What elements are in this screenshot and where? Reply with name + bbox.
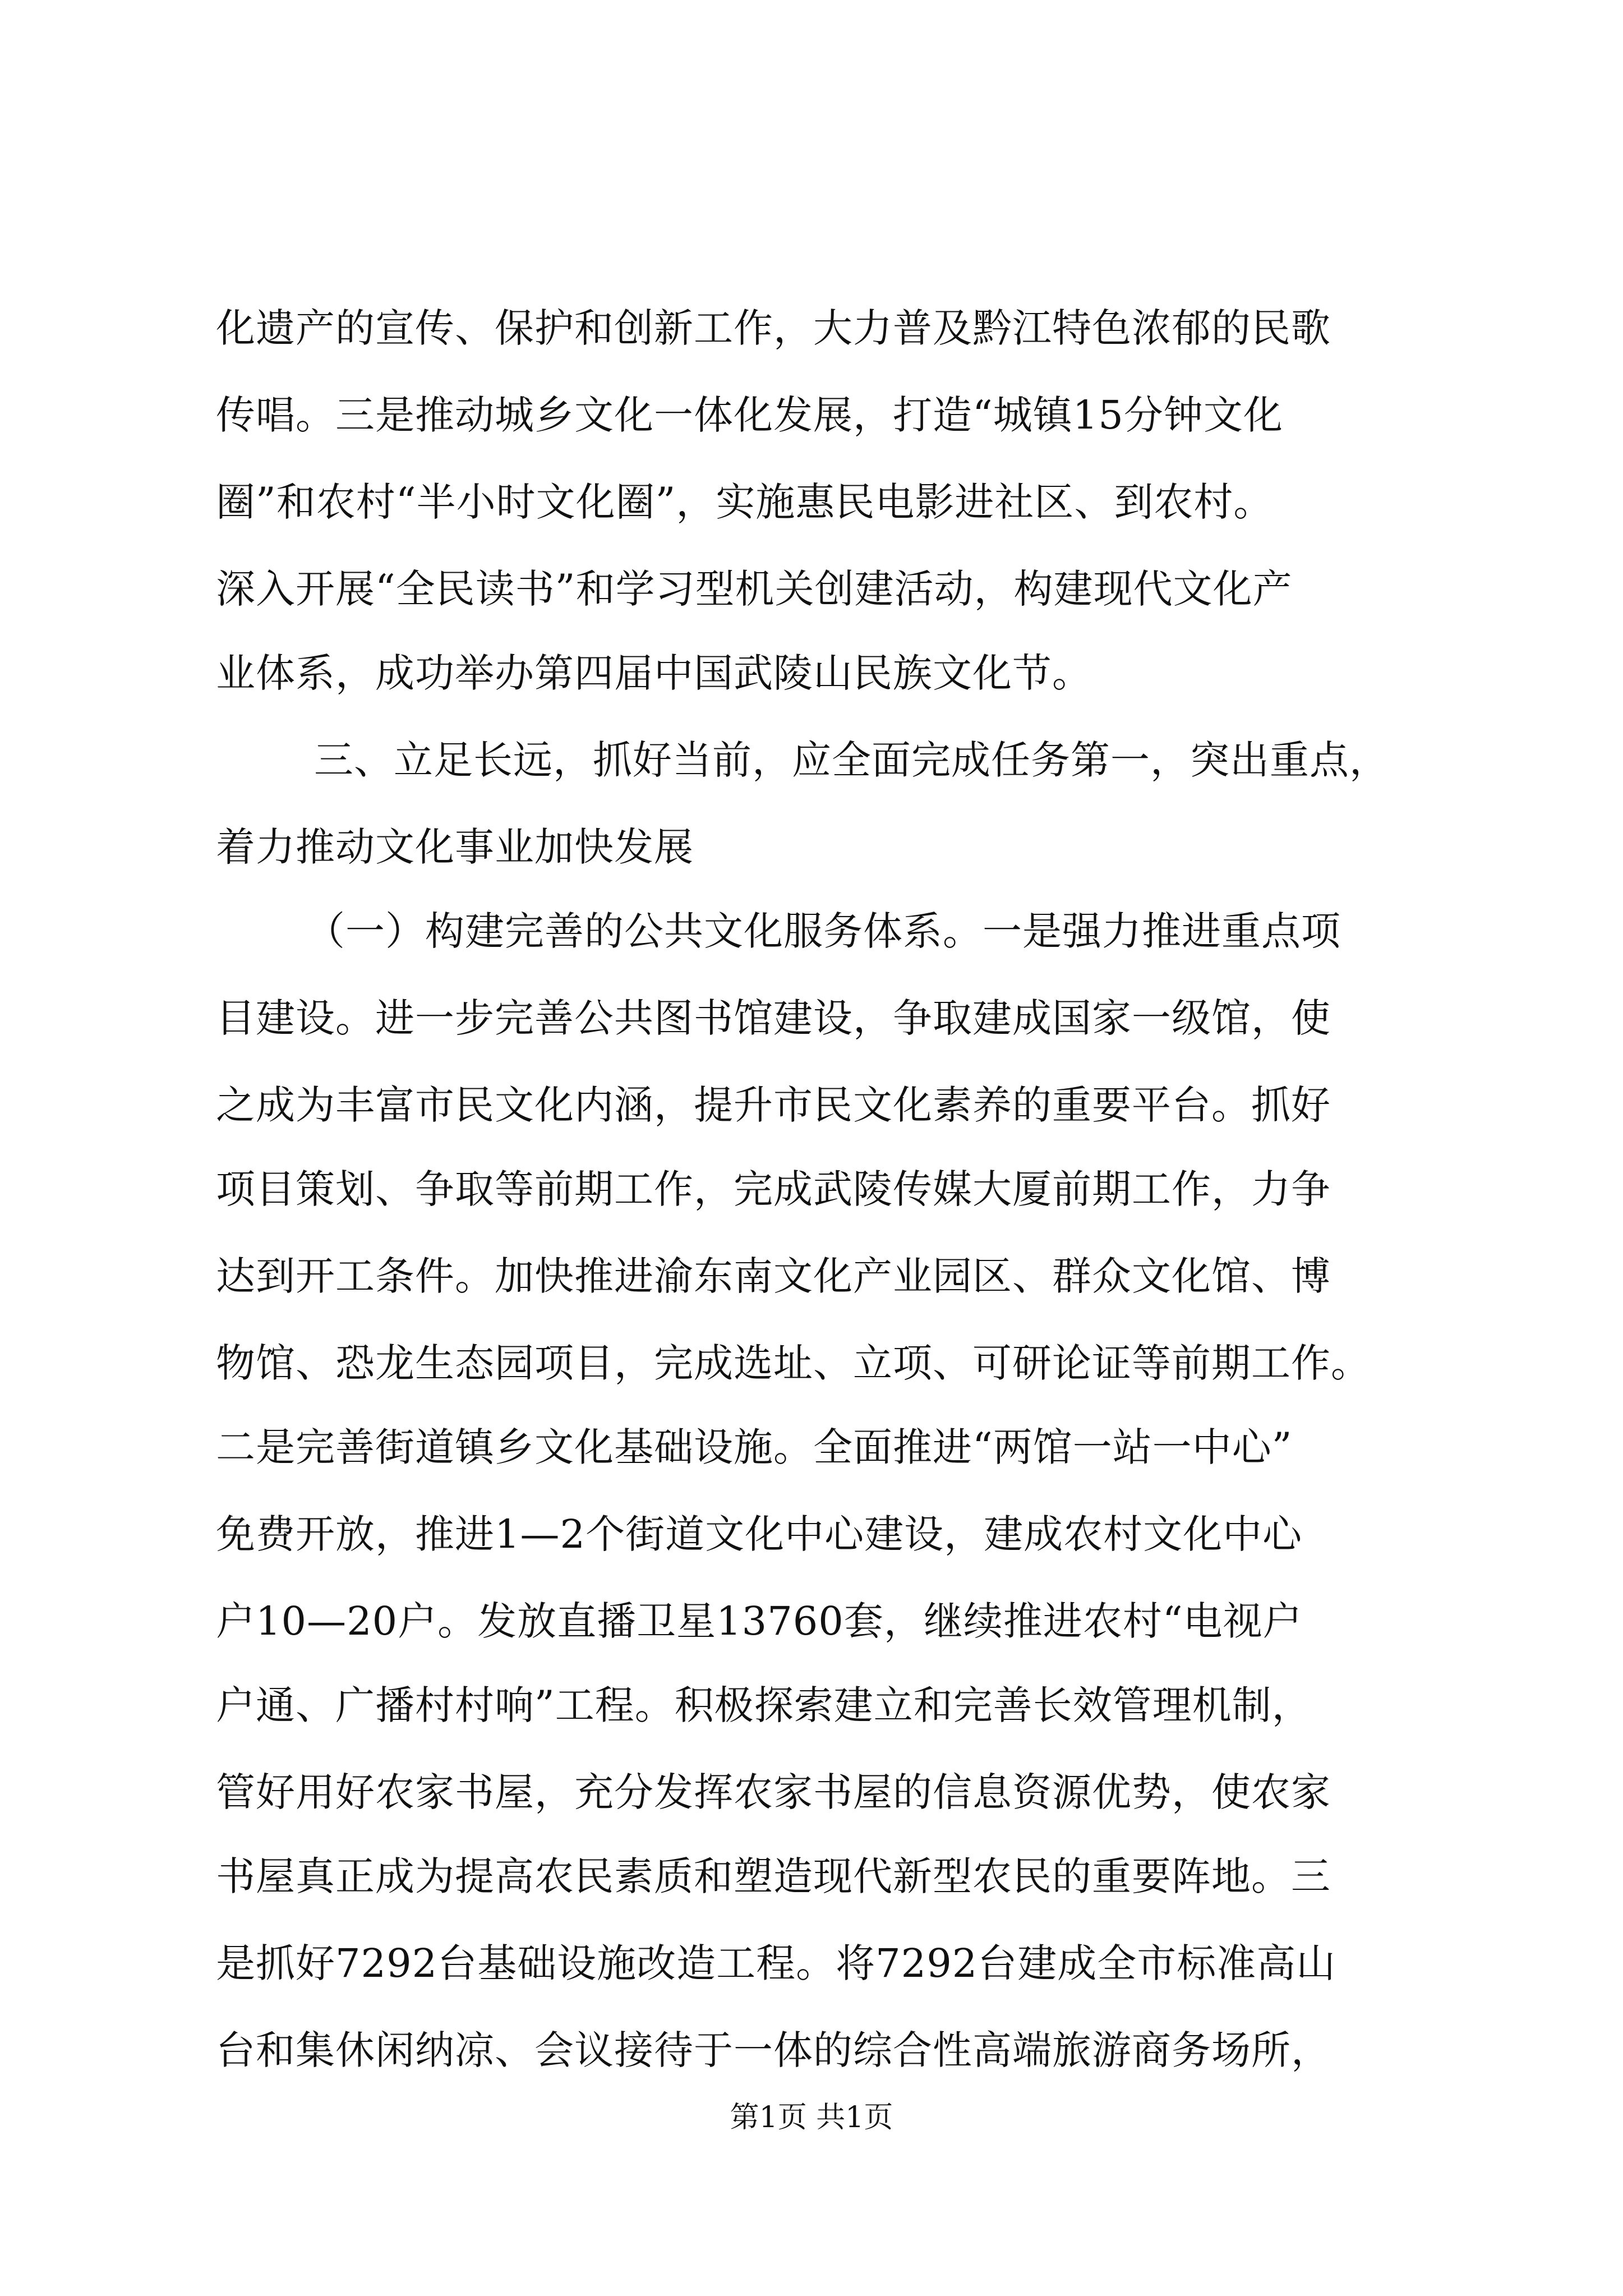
section-heading-line: 着力推动文化事业加快发展 [216, 824, 694, 870]
body-text-line: 物馆、恐龙生态园项目，完成选址、立项、可研论证等前期工作。 [216, 1340, 1371, 1386]
body-text-line: 深入开展“全民读书”和学习型机关创建活动，构建现代文化产 [216, 566, 1293, 612]
body-text-line: 二是完善街道镇乡文化基础设施。全面推进“两馆一站一中心” [216, 1424, 1293, 1470]
body-text-line: 户10—20户。发放直播卫星13760套，继续推进农村“电视户 [216, 1598, 1303, 1644]
body-text-line: 台和集休闲纳凉、会议接待于一体的综合性高端旅游商务场所， [216, 2027, 1331, 2073]
body-text-line: 达到开工条件。加快推进渝东南文化产业园区、群众文化馆、博 [216, 1253, 1331, 1299]
body-text-line: 户通、广播村村响”工程。积极探索建立和完善长效管理机制， [216, 1682, 1312, 1728]
body-text-line: 圈”和农村“半小时文化圈”，实施惠民电影进社区、到农村。 [216, 479, 1274, 525]
body-text-line: 免费开放，推进1—2个街道文化中心建设，建成农村文化中心 [216, 1511, 1303, 1557]
body-text-line: 书屋真正成为提高农民素质和塑造现代新型农民的重要阵地。三 [216, 1853, 1331, 1899]
body-text-line: 传唱。三是推动城乡文化一体化发展，打造“城镇15分钟文化 [216, 392, 1283, 438]
body-text-line: （一）构建完善的公共文化服务体系。一是强力推进重点项 [306, 908, 1341, 954]
body-text-line: 管好用好农家书屋，充分发挥农家书屋的信息资源优势，使农家 [216, 1769, 1331, 1815]
body-text-line: 目建设。进一步完善公共图书馆建设，争取建成国家一级馆，使 [216, 995, 1331, 1041]
body-text-line: 化遗产的宣传、保护和创新工作，大力普及黔江特色浓郁的民歌 [216, 305, 1331, 351]
body-text-line: 项目策划、争取等前期工作，完成武陵传媒大厦前期工作，力争 [216, 1166, 1331, 1212]
body-text-line: 业体系，成功举办第四届中国武陵山民族文化节。 [216, 650, 1092, 696]
body-text-line: 是抓好7292台基础设施改造工程。将7292台建成全市标准高山 [216, 1940, 1336, 1986]
body-text-line: 之成为丰富市民文化内涵，提升市民文化素养的重要平台。抓好 [216, 1082, 1331, 1128]
section-heading-line: 三、立足长远，抓好当前，应全面完成任务第一，突出重点， [314, 737, 1389, 783]
page-number-footer: 第1页 共1页 [730, 2101, 893, 2134]
